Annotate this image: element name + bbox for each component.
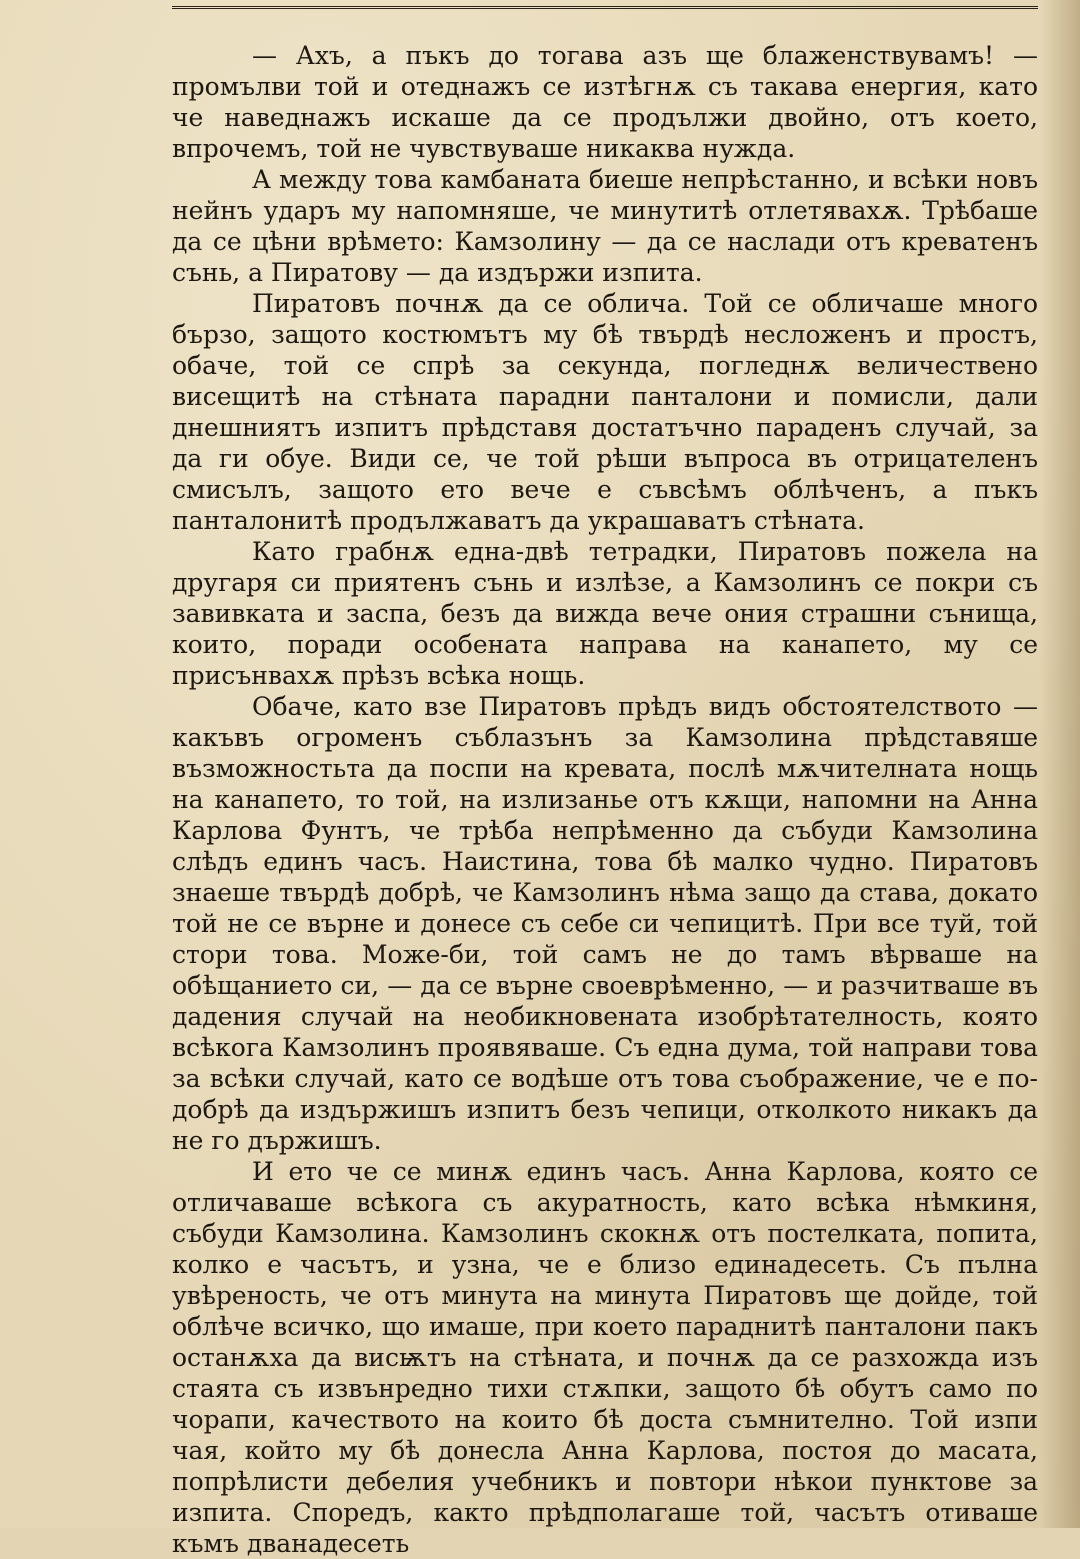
paragraph-3: Пиратовъ почнѫ да се облича. Той се обличаше много бързо, защото костюмътъ му бѣ твърдѣ несложенъ и простъ, обаче, той се спрѣ за секунда, погледнѫ величествено висещитѣ на стѣната парадни панталони и помисли, дали днешниятъ изпитъ прѣдставя достатъчно параденъ случай, за да ги обуе. Види се, че той рѣши въпроса въ отрицателенъ смисълъ, защото ето вече е съвсѣмъ облѣченъ, а пъкъ панталонитѣ продължаватъ да украшаватъ стѣната. — [172, 289, 1038, 535]
paragraph-6: И ето че се минѫ единъ часъ. Анна Карлова, която се отличаваше всѣкога съ акуратность, като всѣка нѣмкиня, събуди Камзолина. Камзолинъ скокнѫ отъ постелката, попита, колко е часътъ, и узна, че е близо единадесеть. Съ пълна увѣреность, че отъ минута на минута Пиратовъ ще дойде, той облѣче всичко, що имаше, при което параднитѣ панталони пакъ останѫха да висѭтъ на стѣната, и почнѫ да се разхожда изъ стаята съ извънредно тихи стѫпки, защото бѣ обутъ само по чорапи, качеството на които бѣ доста съмнително. Той изпи чая, който му бѣ донесла Анна Карлова, постоя до масата, попрѣлисти дебелия учебникъ и повтори нѣкои пунктове за изпита. Споредъ, както прѣдполагаше той, часътъ отиваше къмъ дванадесеть — [172, 1157, 1038, 1558]
paragraph-2: А между това камбаната биеше непрѣстанно, и всѣки новъ нейнъ ударъ му напомняше, че минутитѣ отлетявахѫ. Трѣбаше да се цѣни врѣмето: Камзолину — да се наслади отъ креватенъ сънь, а Пиратову — да издържи изпита. — [172, 165, 1038, 287]
paragraph-4: Като грабнѫ една-двѣ тетрадки, Пиратовъ пожела на другаря си приятенъ сънь и излѣзе, а Камзолинъ се покри съ завивката и заспа, безъ да вижда вече ония страшни сънища, които, поради особената направа на канапето, му се присънвахѫ прѣзъ всѣка нощь. — [172, 537, 1038, 690]
paragraph-5: Обаче, като взе Пиратовъ прѣдъ видъ обстоятелството — какъвъ огроменъ съблазънъ за Камзолина прѣдставяше възможностьта да поспи на кревата, послѣ мѫчителната нощь на канапето, то той, на излизанье отъ кѫщи, напомни на Анна Карлова Фунтъ, че трѣба непрѣменно да събуди Камзолина слѣдъ единъ часъ. Наистина, това бѣ малко чудно. Пиратовъ знаеше твърдѣ добрѣ, че Камзолинъ нѣма защо да става, докато той не се върне и донесе съ себе си чепицитѣ. При все туй, той стори това. Може-би, той самъ не до тамъ вѣрваше на обѣщанието си, — да се върне своеврѣменно, — и разчитваше въ дадения случай на необикновената изобрѣтателность, която всѣкога Камзолинъ проявяваше. Съ една дума, той направи това за всѣки случай, като се водѣше отъ това съображение, че е по-добрѣ да издържишъ изпитъ безъ чепици, отколкото никакъ да не го държишъ. — [172, 692, 1038, 1155]
top-rule — [172, 6, 1038, 9]
paragraph-1: — Ахъ, а пъкъ до тогава азъ ще блаженствувамъ! — промълви той и отеднажъ се изтѣгнѫ съ такава енергия, като че наведнажъ искаше да се продължи двойно, отъ което, впрочемъ, той не чувствуваше никаква нужда. — [172, 41, 1038, 163]
text-column — [172, 40, 1038, 1559]
binding-shadow — [1040, 0, 1080, 1528]
